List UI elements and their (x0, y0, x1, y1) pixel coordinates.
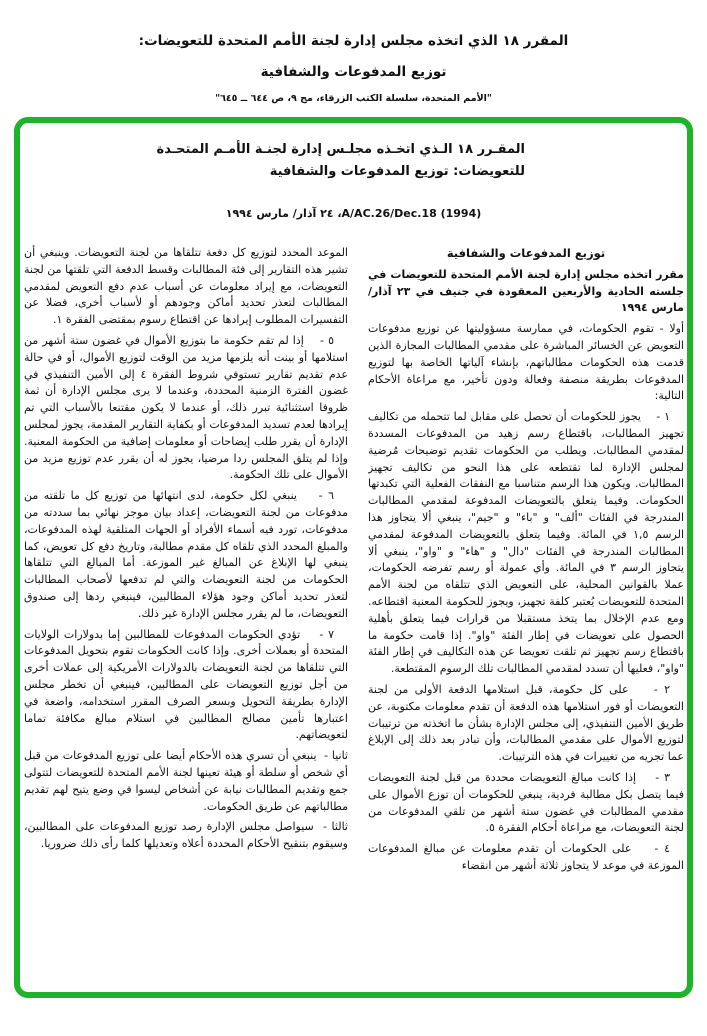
document-title-line2: للتعويضات: توزيع المدفوعات والشفافية (269, 164, 525, 179)
paragraph-7: ٧ - تؤدي الحكومات المدفوعات للمطالبين إما بدولارات الولايات المتحدة أو بعملات أخرى. وإذا كانت الحكومات تقوم بتحويل المدفوعات التي تتلقاها من لجنة التعويضات بالدولارات الأمريكية إلى عملات أخرى من أجل توزيع التعويضات على المطالبين، فينبغي أن تخطر مجلس الإدارة بطريقة التحويل وبسعر الصرف المقرر استخدامه، واضعة في اعتبارها تأمين مصالح المطالبين في استلام مبالغ مكافئة تماما لتعويضاتهم. (24, 627, 348, 742)
paragraph-4: ٤ - على الحكومات أن تقدم معلومات عن مبالغ المدفوعات الموزعة في موعد لا يتجاوز ثلاثة أشهر من انقضاء (368, 842, 684, 872)
paragraph-second: ثانيا - ينبغي أن تسري هذه الأحكام أيضا على توزيع المدفوعات من قبل أي شخص أو سلطة أو هيئة تعينها لجنة الأمم المتحدة للتعويضات لتتولى جمع وتقديم المطالبات نيابة عن أشخاص ليسوا في وضع يتيح لهم تقديم مطالباتهم عن طريق الحكومات. (24, 749, 348, 813)
header-source-citation: "الأمم المتحدة، سلسلة الكتب الزرقاء، مج ٩، ص ٦٤٤ ــ ٦٤٥" (215, 93, 492, 104)
header-title-line2: توزيع المدفوعات والشفافية (260, 64, 447, 80)
paragraph-5: ٥ - إذا لم تقم حكومة ما بتوزيع الأموال في غضون ستة أشهر من استلامها أو بينت أنه يلزمها مزيد من الوقت لتوزيع الأموال، أو في حالة عدم تقديم تقارير تستوفي شروط الفقرة ٤ إلى الأمين التنفيذي في غضون الفترة الزمنية المحددة، وعندما لا يرى مجلس الإدارة أن ثمة ظروفا استثنائية تبرر ذلك، أو عندما لا يكون مقتنعا بالأسباب التي تم إيرادها لعدم تسديد المدفوعات أو بكفاية التقارير المقدمة، يجوز لمجلس الإدارة أن يقرر طلب إيضاحات أو معلومات إضافية من الحكومة المعنية. وإذا لم يتلق المجلس ردا مرضيا، يجوز له أن يقرر عدم توزيع مزيد من الأموال على تلك الحكومة. (24, 333, 348, 482)
paragraph-2: ٢ - على كل حكومة، قبل استلامها الدفعة الأولى من لجنة التعويضات أو فور استلامها هذه الدفعة أن تقدم معلومات مكتوبة، عن طريق الأمين التنفيذي، إلى مجلس الإدارة بشأن ما اتخذته من ترتيبات لتوزيع الأموال على مقدمي المطالبات، وأن تبادر بعد ذلك إلى الإبلاغ عما تجريه من تغييرات في هذه الترتيبات. (368, 682, 684, 764)
header-title-line1: المقرر ١٨ الذي اتخذه مجلس إدارة لجنة الأمم المتحدة للتعويضات: (138, 33, 569, 49)
paragraph-4-continuation: الموعد المحدد لتوزيع كل دفعة تتلقاها من لجنة التعويضات. وينبغي أن تشير هذه التقارير إلى فئة المطالبات وقسط الدفعة التي تلقتها من لجنة التعويضات، مع إيراد معلومات عن أسباب عدم دفع التعويض لمقدمي المطالبات لتعذر تحديد أماكن وجودهم أو لأسباب أخرى، فضلا عن التفسيرات المطلوب إيرادها عن اقتطاع رسوم بمقتضى الفقرة ١. (24, 246, 348, 327)
section-heading: توزيع المدفوعات والشفافية (446, 246, 606, 260)
paragraph-3: ٣ - إذا كانت مبالغ التعويضات محددة من قبل لجنة التعويضات فيما يتصل بكل مطالبة فردية، ينبغي للحكومات أن توزع الأموال على مقدمي المطالبات في غضون ستة أشهر من تلقي المدفوعات من لجنة التعويضات، مع مراعاة أحكام الفقرة ٥. (368, 770, 684, 835)
paragraph-6: ٦ - ينبغي لكل حكومة، لدى انتهائها من توزيع كل ما تلقته من مدفوعات من لجنة التعويضات، إعداد بيان موجز نهائي بما سددته من مدفوعات، تورد فيه أسماء الأفراد أو الجهات المتلقية لهذه المدفوعات، والمبلغ المحدد الذي تلقاه كل مقدم مطالبة، وتاريخ دفع كل تعويض، كما ينبغي لها الإبلاغ عن المبالغ غير الموزعة. أما المبالغ التي تتلقاها الحكومات من لجنة التعويضات والتي لم تدفعها لأصحاب المطالبات لتعذر تحديد أماكن وجود هؤلاء المطالبين، فينبغي ردها إلى صندوق التعويضات، ما لم يقرر مجلس الإدارة غير ذلك. (24, 489, 348, 620)
page-header (0, 33, 707, 104)
document-title-line1: المقـرر ١٨ الـذي اتخـذه مجلـس إدارة لجنـة الأمـم المتحـدة (156, 142, 525, 157)
paragraph-third: ثالثا - سيواصل مجلس الإدارة رصد توزيع المدفوعات على المطالبين، وسيقوم بتنقيح الأحكام المحددة أعلاه وتعديلها كلما رأى ذلك ضروريا. (24, 820, 348, 851)
column-right (368, 245, 684, 987)
column-left (24, 245, 348, 987)
paragraph-decision-intro: مقرر اتخذه مجلس إدارة لجنة الأمم المتحدة للتعويضات في جلسته الحادية والأربعين المعقودة في جنيف في ٢٣ آذار/ مارس ١٩٩٤ (368, 267, 684, 315)
document-title (70, 139, 525, 183)
document-reference-line: A/AC.26/Dec.18 (1994)، ٢٤ آذار/ مارس ١٩٩٤ (225, 207, 482, 220)
paragraph-1: ١ - يجوز للحكومات أن تحصل على مقابل لما تتحمله من تكاليف تجهيز المطالبات، باقتطاع رسم زهيد من المدفوعات المسددة لمقدمي المطالبات. ويطلب من الحكومات تقديم توضيحات مُرضية لمجلس الإدارة لما تقتطعه على هذا النحو من تكاليف تجهيز المطالبات. ويكون هذا الرسم متناسبا مع النفقات الفعلية التي تكبدتها الحكومات. وفيما يتعلق بالتعويضات المدفوعة لمقدمي المطالبات المندرجة في الفئات "ألف" و "باء" و "جيم"، ينبغي ألا يتجاوز هذا الرسم ١,٥ في المائة. وفيما يتعلق بالتعويضات المدفوعة لمقدمي المطالبات المندرجة في الفئات "دال" و "هاء" و "واو"، ينبغي ألا يتجاوز الرسم ٣ في المائة. وأي عمولة أو رسم تفرضه الحكومات، عملا بالقوانين المحلية، على التعويض الذي تتلقاه من لجنة الأمم المتحدة للتعويضات يُعتبر كلفة تجهيز، ويجوز للحكومة المعنية اقتطاعه. ومع عدم الإخلال بما يتخذ مستقبلا من قرارات فيما يتعلق بأهلية الحصول على تعويضات في إطار الفئة "واو". إذا قامت حكومة ما باقتطاع رسم تجهيز ثم تلقت تعويضا عن هذه التكاليف في إطار الفئة "واو"، فعليها أن تسدد لمقدمي المطالبات تلك الرسوم المقتطعة. (368, 410, 684, 676)
document-green-box (14, 117, 693, 998)
paragraph-first: أولا - تقوم الحكومات، في ممارسة مسؤوليتها عن توزيع مدفوعات التعويض عن الخسائر المباشرة على مقدمي المطالبات المجازة الذين قدمت هذه الحكومات مطالباتهم، بإنشاء آلياتها الخاصة بها لتوزيع المدفوعات بطريقة منصفة وفعالة ودون تأخير، مع مراعاة الأحكام التالية: (368, 322, 684, 403)
